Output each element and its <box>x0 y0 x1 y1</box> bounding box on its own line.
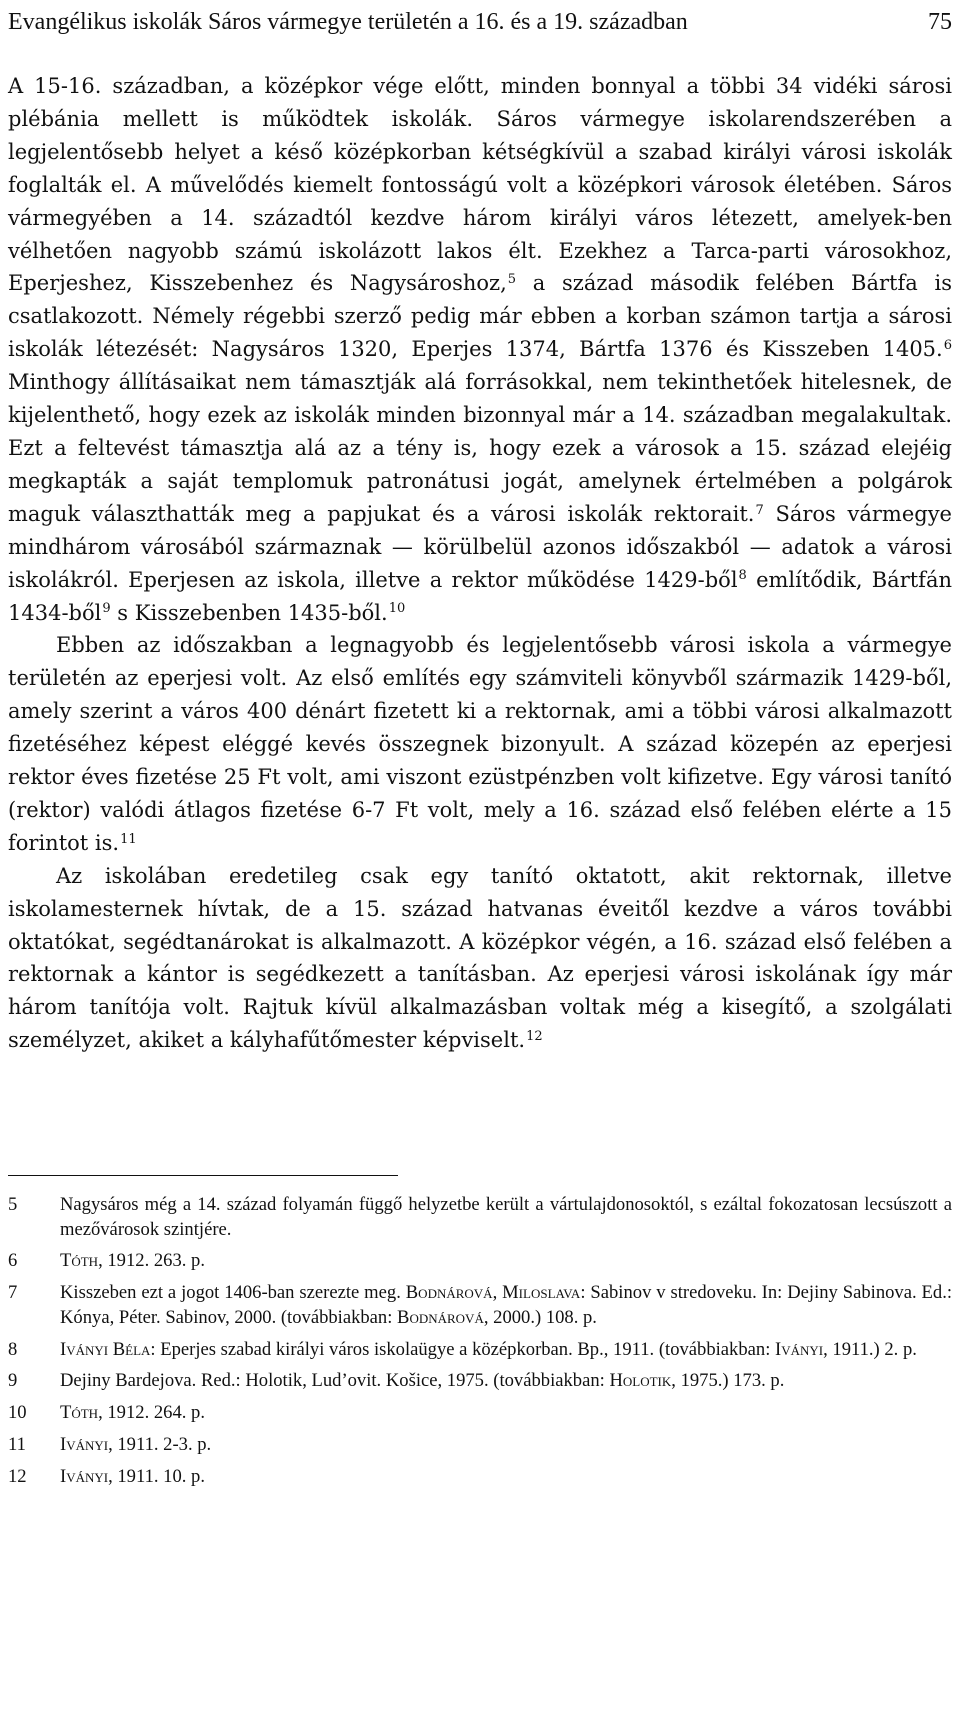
paragraph-3 <box>8 860 952 1057</box>
footnotes <box>8 1193 952 1496</box>
author-name: Tóth <box>60 1250 99 1272</box>
footnote-text: Dejiny Bardejova. Red.: Holotik, Ludʼovit. Košice, 1975. (továbbiakban: Holotik, 1975.) 173. p. <box>60 1370 785 1392</box>
footnote-number: 7 <box>8 1282 18 1304</box>
footnote-12 <box>8 1465 952 1490</box>
footnote-number: 5 <box>8 1194 18 1215</box>
footnote-text: Tóth, 1912. 263. p. <box>60 1250 205 1272</box>
footnote-7 <box>8 1281 952 1330</box>
author-name: Holotik <box>609 1370 672 1392</box>
footnote-9 <box>8 1369 952 1394</box>
paragraph-2 <box>8 629 952 859</box>
footnote-ref-5[interactable]: 5 <box>507 272 517 288</box>
text-run: Ebben az időszakban a legnagyobb és legjelentősebb városi iskola a vármegye területén az eperjesi volt. Az első említés egy számviteli könyvből származik 1429-ből, amely szerint a város 400 dénárt fizetett ki a rektornak, ami a többi városi alkalmazott fizetéséhez képest eléggé kevés összegnek bizonyult. A század közepén az eperjesi rektor éves fizetése 25 Ft volt, ami viszont ezüstpénzben volt kifizetve. Egy városi tanító (rektor) valódi átlagos fizetése 6-7 Ft volt, mely a 16. század első felében elérte a 15 forintot is. <box>8 633 952 855</box>
author-name: Iványi <box>775 1338 824 1360</box>
footnote-ref-6[interactable]: 6 <box>943 338 952 354</box>
footnote-ref-7[interactable]: 7 <box>755 502 764 518</box>
running-title: Evangélikus iskolák Sáros vármegye területén a 16. és a 19. században <box>8 9 688 35</box>
footnote-ref-12[interactable]: 12 <box>526 1029 543 1045</box>
footnote-ref-10[interactable]: 10 <box>388 601 406 617</box>
footnote-text: Tóth, 1912. 264. p. <box>60 1402 205 1424</box>
author-name: Tóth <box>60 1402 99 1424</box>
text-run: Minthogy állításaikat nem támasztják alá forrásokkal, nem tekinthetőek hitelesnek, de kijelenthető, hogy ezek az iskolák minden bizonnyal már a 14. században megalakultak. Ezt a feltevést támasztja alá az a tény is, hogy ezek a városok a 15. század elejéig megkapták a saját templomuk patronátusi jogát, amelynek értelmében a polgárok maguk választhatták meg a papjukat és a városi iskolák rektorait. <box>8 370 952 526</box>
footnote-6 <box>8 1249 952 1274</box>
footnote-10 <box>8 1401 952 1426</box>
footnote-number: 6 <box>8 1250 18 1272</box>
text-run: A 15-16. században, a középkor vége előtt, minden bonnyal a többi 34 vidéki sárosi plébánia mellett is működtek iskolák. Sáros vármegye iskolarendszerében a legjelentősebb helyet a késő középkorban kétségkívül a szabad királyi városi iskolák foglalták el. A művelődés kiemelt fontosságú volt a középkori városok életében. Sáros vármegyében a 14. századtól kezdve három királyi város létezett, amelyek-ben vélhetően nagyobb számú iskolázott lakos élt. Ezekhez a Tarca-parti városokhoz, Eperjeshez, Kisszebenhez és Nagysároshoz, <box>8 74 952 296</box>
footnote-number: 9 <box>8 1370 18 1392</box>
footnote-text: Iványi Béla: Eperjes szabad királyi város iskolaügye a középkorban. Bp., 1911. (továbbiakban: Iványi, 1911.) 2. p. <box>60 1338 917 1360</box>
author-name: Bodnárová <box>397 1306 484 1328</box>
footnote-number: 10 <box>8 1402 27 1424</box>
footnote-text: Iványi, 1911. 2-3. p. <box>60 1433 212 1455</box>
footnote-number: 12 <box>8 1465 27 1487</box>
footnote-text: Nagysáros még a 14. század folyamán függő helyzetbe került a vártulajdonosoktól, s ezáltal fokozatosan lecsúszott a mezővárosok szintjére. <box>60 1194 952 1240</box>
author-name: Iványi <box>60 1465 109 1487</box>
author-name: Iványi Béla <box>60 1338 151 1360</box>
footnote-ref-9[interactable]: 9 <box>102 601 111 617</box>
paragraph-1 <box>8 70 952 629</box>
text-run: Sáros vármegye mindhárom városából származnak — körülbelül azonos időszakból — adatok a városi iskolákról. Eperjesen az iskola, illetve a rektor működése 1429-ből <box>8 501 952 592</box>
body-text <box>8 70 952 1057</box>
footnote-11 <box>8 1433 952 1458</box>
footnote-number: 11 <box>8 1433 26 1455</box>
text-run: említődik, Bártfán 1434-ből <box>8 567 952 625</box>
author-name: Iványi <box>60 1433 109 1455</box>
author-name: Bodnárová, Miloslava <box>405 1282 581 1304</box>
running-header <box>8 6 952 38</box>
footnote-ref-11[interactable]: 11 <box>120 831 137 847</box>
footnote-text: Kisszeben ezt a jogot 1406-ban szerezte meg. Bodnárová, Miloslava: Sabinov v stredoveku. In: Dejiny Sabinova. Ed.: Kónya, Péter. Sabinov, 2000. (továbbiakban: Bodnárová, 2000.) 108. p. <box>60 1282 953 1328</box>
footnote-separator <box>8 1175 398 1176</box>
page-number: 75 <box>928 9 952 35</box>
footnote-text: Iványi, 1911. 10. p. <box>60 1465 206 1487</box>
footnote-5 <box>8 1193 952 1242</box>
text-run: Az iskolában eredetileg csak egy tanító oktatott, akit rektornak, illetve iskolamesternek hívtak, de a 15. század hatvanas éveitől kezdve a város további oktatókat, segédtanárokat is alkalmazott. A középkor végén, a 16. század első felében a rektornak a kántor is segédkezett a tanításban. Az eperjesi városi iskolának így már három tanítója volt. Rajtuk kívül alkalmazásban voltak még a kisegítő, a szolgálati személyzet, akiket a kályhafűtőmester képviselt. <box>8 863 952 1053</box>
text-run: s Kisszebenben 1435-ből. <box>110 600 388 625</box>
footnote-ref-8[interactable]: 8 <box>738 568 747 584</box>
text-run: a század második felében Bártfa is csatlakozott. Némely régebbi szerző pedig már ebben a korban számon tartja a sárosi iskolák létezését: Nagysáros 1320, Eperjes 1374, Bártfa 1376 és Kisszeben 1405. <box>8 271 953 362</box>
footnote-8 <box>8 1338 952 1363</box>
footnote-number: 8 <box>8 1338 18 1360</box>
